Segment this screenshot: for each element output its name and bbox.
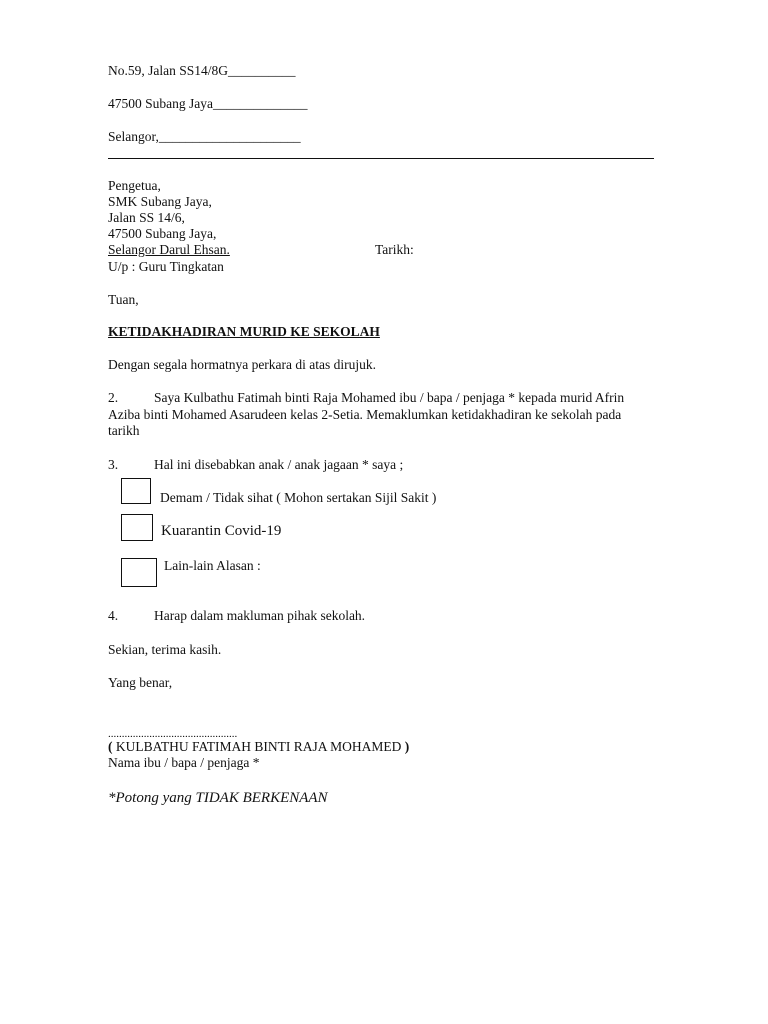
- recipient-street: Jalan SS 14/6,: [108, 210, 185, 225]
- closing-line: Sekian, terima kasih.: [108, 642, 222, 657]
- signatory-name: [108, 739, 409, 755]
- opening-paragraph: Dengan segala hormatnya perkara di atas dirujuk.: [108, 357, 377, 372]
- other-reason-label: Lain-lain Alasan :: [164, 558, 261, 573]
- paragraph-2: [108, 390, 638, 440]
- signatory-close-paren: ): [404, 739, 410, 754]
- recipient-title: Pengetua,: [108, 178, 161, 193]
- signatory-role: Nama ibu / bapa / penjaga *: [108, 755, 260, 770]
- recipient-city: 47500 Subang Jaya,: [108, 226, 217, 241]
- paragraph-3-number: 3.: [108, 457, 119, 472]
- other-reason-checkbox[interactable]: [121, 558, 157, 587]
- sick-option-label: Demam / Tidak sihat ( Mohon sertakan Sijil Sakit ): [160, 490, 437, 505]
- covid-option-label: Kuarantin Covid-19: [161, 523, 282, 539]
- paragraph-3-text: Hal ini disebabkan anak / anak jagaan * saya ;: [154, 457, 404, 472]
- date-label: Tarikh:: [375, 242, 414, 257]
- covid-checkbox[interactable]: [121, 514, 153, 541]
- paragraph-2-text: Saya Kulbathu Fatimah binti Raja Mohamed ibu / bapa / penjaga * kepada murid Afrin Aziba binti Mohamed Asarudeen kelas 2-Setia. Memaklumkan ketidakhadiran ke sekolah pada tarikh: [108, 390, 625, 438]
- recipient-state: Selangor Darul Ehsan.: [108, 242, 230, 257]
- sender-address-line1: No.59, Jalan SS14/8G__________: [108, 63, 296, 78]
- paragraph-4-text: Harap dalam makluman pihak sekolah.: [154, 608, 366, 623]
- signature-line: ...............................................: [108, 728, 238, 740]
- salutation: Tuan,: [108, 292, 139, 307]
- subject-heading: KETIDAKHADIRAN MURID KE SEKOLAH: [108, 324, 380, 339]
- sender-address-line3: Selangor,_____________________: [108, 129, 301, 144]
- sign-off: Yang benar,: [108, 675, 173, 690]
- paragraph-2-number: 2.: [108, 390, 119, 405]
- signatory-open-paren: (: [108, 739, 113, 754]
- header-divider: [108, 158, 654, 159]
- attention-line: U/p : Guru Tingkatan: [108, 259, 224, 274]
- footnote: *Potong yang TIDAK BERKENAAN: [108, 790, 328, 806]
- sender-address-line2: 47500 Subang Jaya______________: [108, 96, 308, 111]
- recipient-school: SMK Subang Jaya,: [108, 194, 212, 209]
- signatory-name-text: KULBATHU FATIMAH BINTI RAJA MOHAMED: [112, 739, 405, 754]
- paragraph-4-number: 4.: [108, 608, 119, 623]
- sick-checkbox[interactable]: [121, 478, 151, 504]
